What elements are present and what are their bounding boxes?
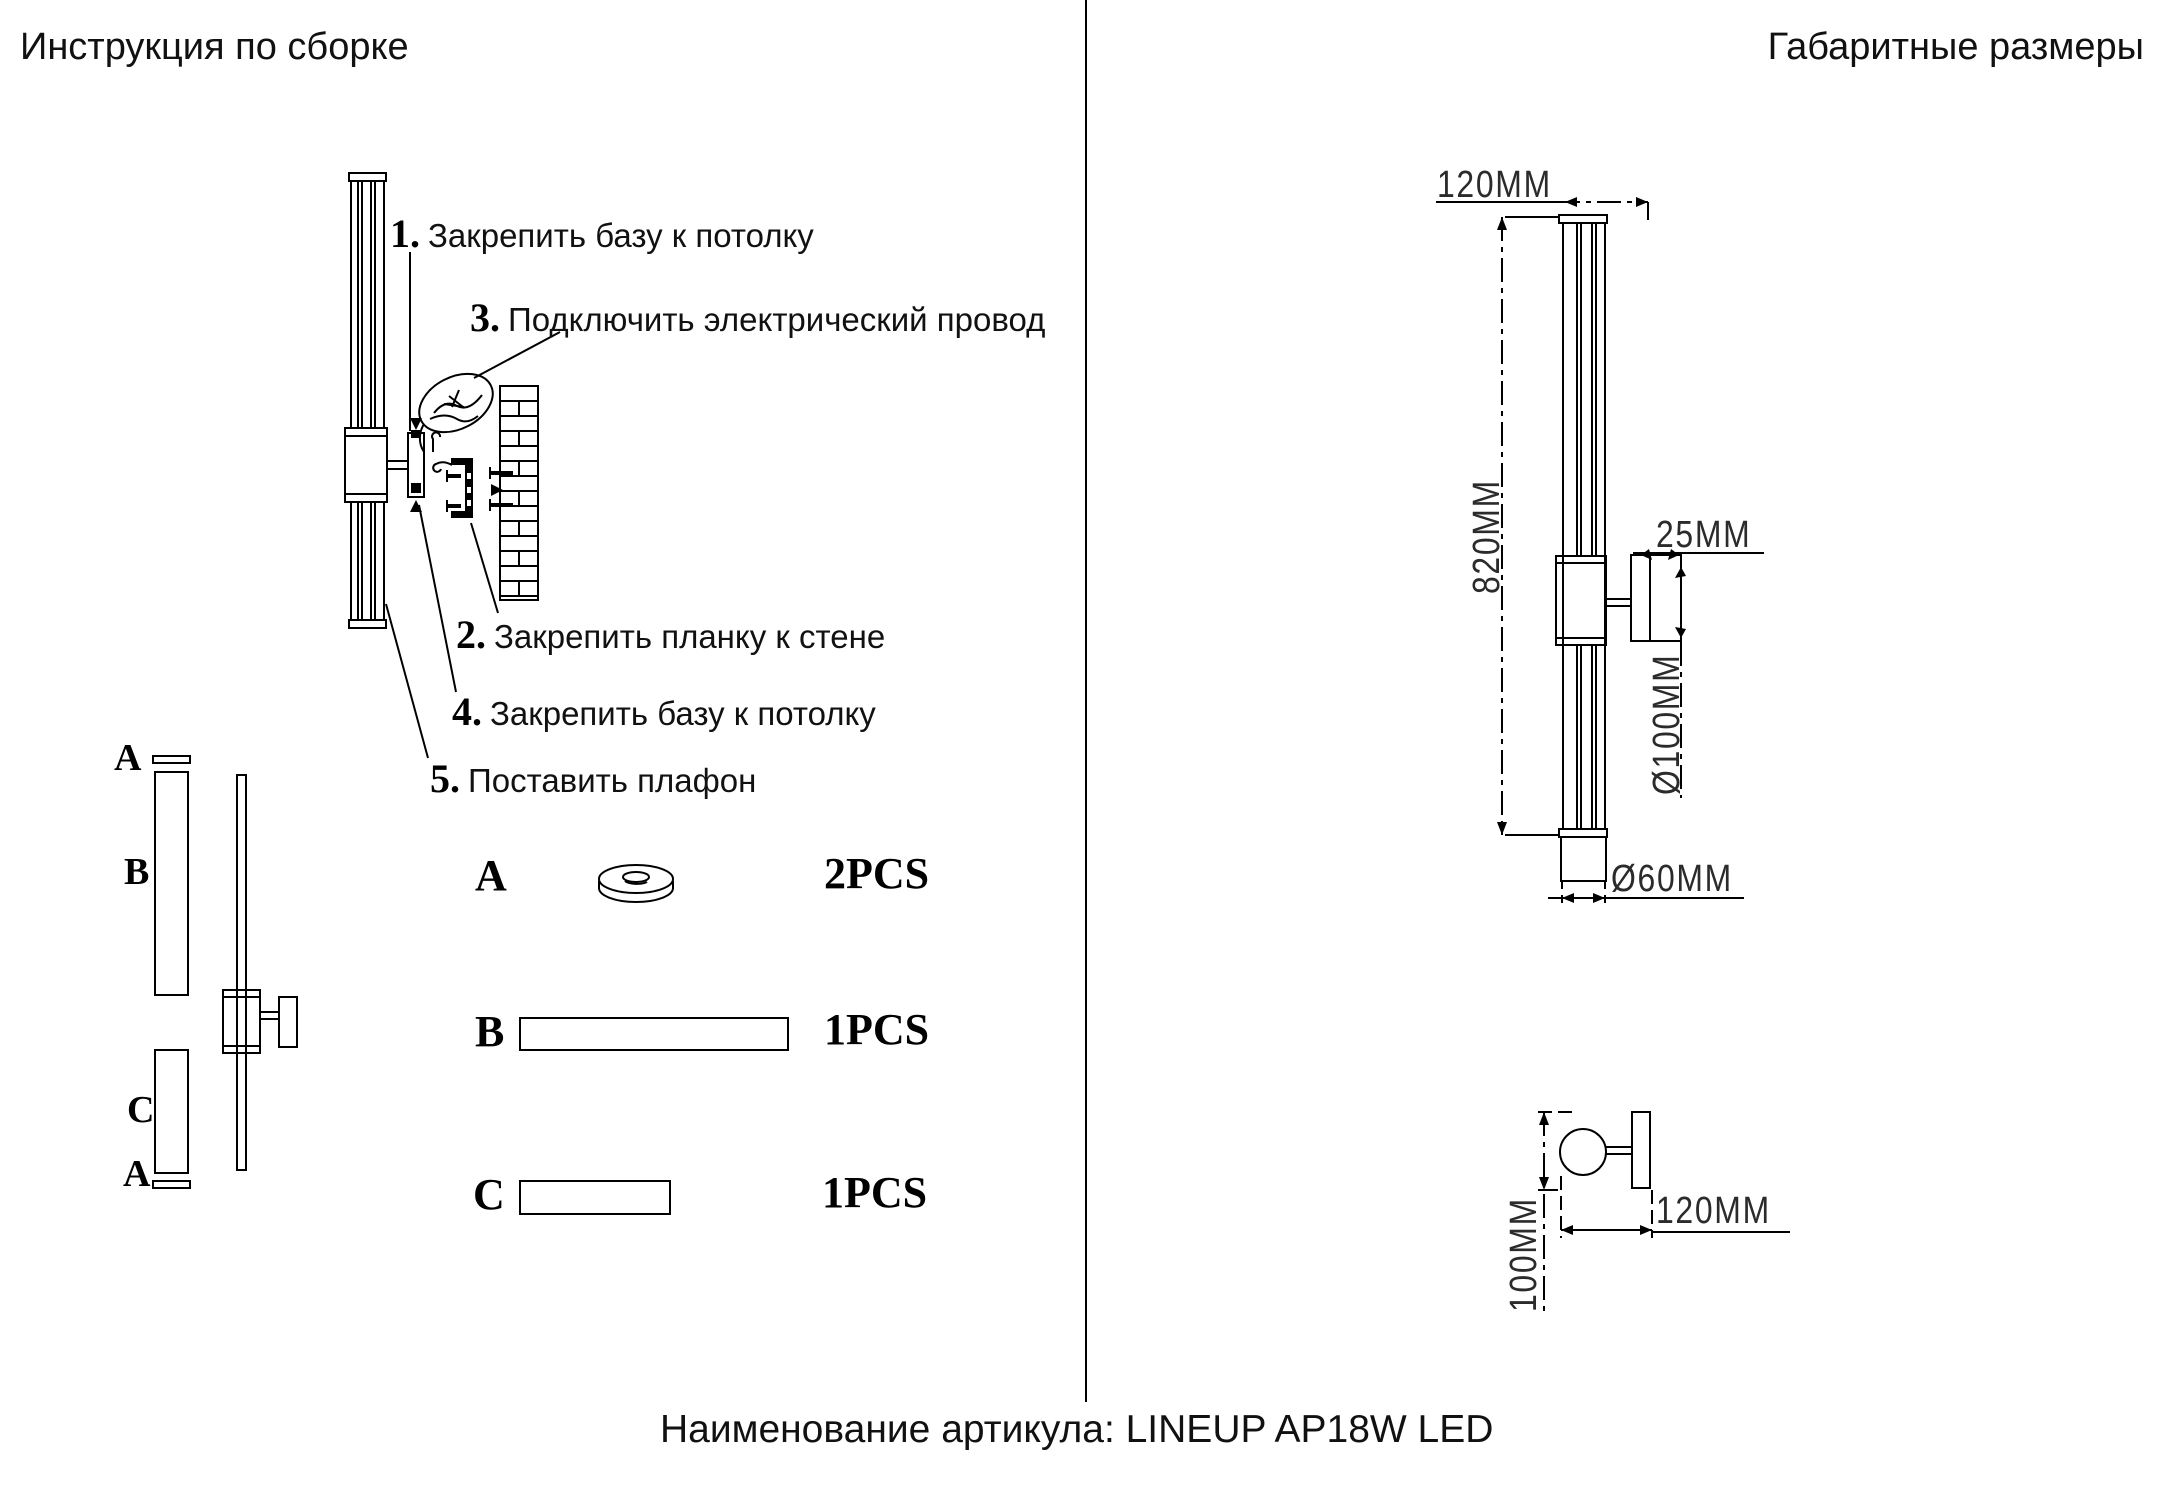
step-3-number: 3. (470, 295, 500, 340)
mounting-plate (447, 458, 473, 518)
exploded-label-a-bottom: A (123, 1153, 151, 1195)
dim-side-depth: 100MM (1503, 1197, 1545, 1312)
part-a-ring-drawing (599, 865, 673, 902)
step-2-label: Закрепить планку к стене (494, 618, 886, 655)
exploded-view-drawing (153, 756, 297, 1188)
dim-tube-diameter: Ø60MM (1611, 858, 1733, 900)
dim-top-width: 120MM (1437, 164, 1552, 206)
step-1-number: 1. (390, 211, 420, 256)
part-c-label: C (473, 1170, 505, 1219)
dim-plate-depth: 25MM (1656, 514, 1752, 556)
brick-wall (490, 386, 538, 600)
part-a-qty: 2PCS (824, 849, 930, 898)
exploded-label-b: B (124, 851, 150, 893)
exploded-label-a-top: A (114, 737, 142, 779)
dim-side-width: 120MM (1656, 1190, 1771, 1232)
part-a-label: A (475, 851, 507, 900)
dim-plate-diameter: Ø100MM (1646, 653, 1688, 795)
part-c-qty: 1PCS (822, 1168, 928, 1217)
step-1 (390, 210, 814, 257)
part-b-qty: 1PCS (824, 1005, 930, 1054)
step-3 (470, 294, 1045, 341)
step-5-label: Поставить плафон (468, 762, 757, 799)
step-4 (452, 688, 876, 735)
page-title-right: Габаритные размеры (1767, 26, 2144, 68)
step-5 (430, 755, 756, 802)
part-c-tube-drawing (520, 1181, 670, 1214)
part-b-label: B (475, 1007, 505, 1056)
article-name-label: Наименование артикула: LINEUP AP18W LED (660, 1408, 1494, 1451)
step-2-number: 2. (456, 612, 486, 657)
page-title-left: Инструкция по сборке (20, 26, 409, 68)
part-b-tube-drawing (520, 1018, 788, 1050)
step-1-label: Закрепить базу к потолку (428, 217, 814, 254)
dim-height: 820MM (1466, 479, 1508, 594)
step-4-number: 4. (452, 689, 482, 734)
step-4-label: Закрепить базу к потолку (490, 695, 876, 732)
exploded-label-c: C (127, 1089, 155, 1131)
step-5-number: 5. (430, 756, 460, 801)
step-3-label: Подключить электрический провод (508, 301, 1046, 338)
step-2 (456, 611, 885, 658)
